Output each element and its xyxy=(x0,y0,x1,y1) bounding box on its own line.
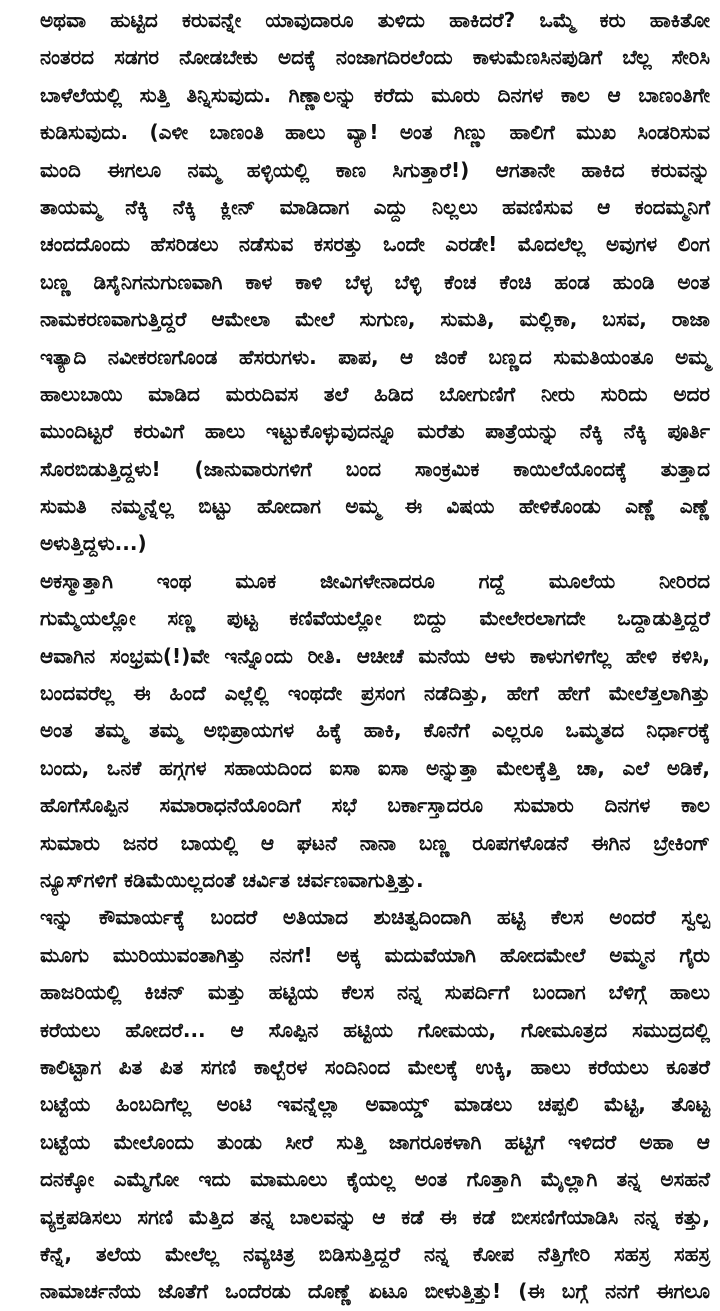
text-line: ಇತ್ಯಾದಿ ನವೀಕರಣಗೊಂಡ ಹೆಸರುಗಳು. ಪಾಪ, ಆ ಜಿಂಕೆ ಬಣ್ಣದ ಸುಮತಿಯಂತೂ ಅಮ್ಮ xyxy=(40,344,710,369)
text-line: ಬಂದು, ಒನಕೆ ಹಗ್ಗಗಳ ಸಹಾಯದಿಂದ ಐಸಾ ಐಸಾ ಅನ್ನುತ್ತಾ ಮೇಲಕ್ಕೆತ್ತಿ ಚಾ, ಎಲೆ ಅಡಿಕೆ, xyxy=(40,755,710,780)
text-line: ನಾಮಕರಣವಾಗುತ್ತಿದ್ದರೆ ಆಮೇಲಾ ಮೇಲೆ ಸುಗುಣ, ಸುಮತಿ, ಮಲ್ಲಿಕಾ, ಬಸವ, ರಾಜಾ xyxy=(40,307,710,332)
text-line: ಇನ್ನು ಕೌಮಾರ್ಯಕ್ಕೆ ಬಂದರೆ ಅತಿಯಾದ ಶುಚಿತ್ವದಿಂದಾಗಿ ಹಟ್ಟಿ ಕೆಲಸ ಅಂದರೆ ಸ್ವಲ್ಪ xyxy=(40,905,710,930)
text-line: ಸುಮತಿ ನಮ್ಮನ್ನೆಲ್ಲ ಬಿಟ್ಟು ಹೋದಾಗ ಅಮ್ಮ ಈ ವಿಷಯ ಹೇಳಿಕೊಂಡು ಎಣ್ಣೆ ಎಣ್ಣೆ xyxy=(40,494,710,519)
text-line: ಚಂದದೊಂದು ಹೆಸರಿಡಲು ನಡೆಸುವ ಕಸರತ್ತು ಒಂದೇ ಎರಡೇ! ಮೊದಲೆಲ್ಲ ಅವುಗಳ ಲಿಂಗ xyxy=(40,232,710,257)
text-line: ಸೊರಬಿಡುತ್ತಿದ್ದಳು! (ಜಾನುವಾರುಗಳಿಗೆ ಬಂದ ಸಾಂಕ್ರಮಿಕ ಕಾಯಿಲೆಯೊಂದಕ್ಕೆ ತುತ್ತಾದ xyxy=(40,456,710,481)
text-line: ಬಟ್ಟೆಯ ಹಿಂಬದಿಗೆಲ್ಲ ಅಂಟಿ ಇವನ್ನೆಲ್ಲಾ ಅವಾಯ್ಡ್ ಮಾಡಲು ಚಪ್ಪಲಿ ಮೆಟ್ಟಿ, ತೊಟ್ಟ xyxy=(40,1092,710,1117)
text-line: ಆವಾಗಿನ ಸಂಭ್ರಮ(!)ವೇ ಇನ್ನೊಂದು ರೀತಿ. ಆಚೀಚೆ ಮನೆಯ ಆಳು ಕಾಳುಗಳಿಗೆಲ್ಲ ಹೇಳಿ ಕಳಿಸಿ, xyxy=(40,643,710,668)
text-line: ಗುಮ್ಮೆಯಲ್ಲೋ ಸಣ್ಣ ಪುಟ್ಟ ಕಣಿವೆಯಲ್ಲೋ ಬಿದ್ದು ಮೇಲೇರಲಾಗದೇ ಒದ್ದಾಡುತ್ತಿದ್ದರೆ xyxy=(40,606,710,631)
text-line: ಹಾಲುಬಾಯಿ ಮಾಡಿದ ಮರುದಿವಸ ತಲೆ ಹಿಡಿದ ಬೋಗುಣಿಗೆ ನೀರು ಸುರಿದು ಅದರ xyxy=(40,381,710,406)
text-line: ಬಂದವರೆಲ್ಲ ಈ ಹಿಂದೆ ಎಲ್ಲೆಲ್ಲಿ ಇಂಥದೇ ಪ್ರಸಂಗ ನಡೆದಿತ್ತು, ಹೇಗೆ ಹೇಗೆ ಮೇಲೆತ್ತಲಾಗಿತ್ತು xyxy=(40,681,710,706)
text-line: ಮೂಗು ಮುರಿಯುವಂತಾಗಿತ್ತು ನನಗೆ! ಅಕ್ಕ ಮದುವೆಯಾಗಿ ಹೋದಮೇಲೆ ಅಮ್ಮನ ಗೈರು xyxy=(40,942,710,967)
paragraph xyxy=(0,899,720,1310)
text-line: ಹಾಜರಿಯಲ್ಲಿ ಕಿಚನ್ ಮತ್ತು ಹಟ್ಟಿಯ ಕೆಲಸ ನನ್ನ ಸುಪರ್ದಿಗೆ ಬಂದಾಗ ಬೆಳಿಗ್ಗೆ ಹಾಲು xyxy=(40,980,710,1005)
text-line: ಅಥವಾ ಹುಟ್ಟಿದ ಕರುವನ್ನೇ ಯಾವುದಾರೂ ತುಳಿದು ಹಾಕಿದರೆ? ಒಮ್ಮೆ ಕರು ಹಾಕಿತೋ xyxy=(40,8,710,32)
text-line: ಬಟ್ಟೆಯ ಮೇಲೊಂದು ತುಂಡು ಸೀರೆ ಸುತ್ತಿ ಜಾಗರೂಕಳಾಗಿ ಹಟ್ಟಿಗೆ ಇಳಿದರೆ ಅಹಾ ಆ xyxy=(40,1129,710,1154)
text-line: ಕುಡಿಸುವುದು. (ಎಳೀ ಬಾಣಂತಿ ಹಾಲು ವ್ಯಾ! ಅಂತ ಗಿಣ್ಣು ಹಾಲಿಗೆ ಮುಖ ಸಿಂಡರಿಸುವ xyxy=(40,120,710,145)
text-line: ಅಂತ ತಮ್ಮ ತಮ್ಮ ಅಭಿಪ್ರಾಯಗಳ ಹಿಕ್ಕೆ ಹಾಕಿ, ಕೊನೆಗೆ ಎಲ್ಲರೂ ಒಮ್ಮತದ ನಿರ್ಧಾರಕ್ಕೆ xyxy=(40,718,710,743)
text-line: ಕಾಲಿಟ್ಟಾಗ ಪಿತ ಪಿತ ಸಗಣಿ ಕಾಲ್ಬೆರಳ ಸಂದಿನಿಂದ ಮೇಲಕ್ಕೆ ಉಕ್ಕಿ, ಹಾಲು ಕರೆಯಲು ಕೂತರೆ xyxy=(40,1054,710,1079)
text-line: ದನಕ್ಕೋ ಎಮ್ಮೆಗೋ ಇದು ಮಾಮೂಲು ಕೈಯಲ್ಲ ಅಂತ ಗೊತ್ತಾಗಿ ಮೈಲ್ಲಾಗಿ ತನ್ನ ಅಸಹನೆ xyxy=(40,1167,710,1192)
text-line: ಅಕಸ್ಮಾತ್ತಾಗಿ ಇಂಥ ಮೂಕ ಜೀವಿಗಳೇನಾದರೂ ಗದ್ದೆ ಮೂಲೆಯ ನೀರಿರದ xyxy=(40,568,710,593)
paragraph xyxy=(0,563,720,900)
text-line: ಬಣ್ಣ ಡಿಸೈನಿಗನುಗುಣವಾಗಿ ಕಾಳ ಕಾಳಿ ಬೆಳ್ಳ ಬೆಳ್ಳಿ ಕೆಂಚ ಕೆಂಚಿ ಹಂಡ ಹುಂಡಿ ಅಂತ xyxy=(40,269,710,294)
paragraph xyxy=(0,2,720,563)
text-line: ಹೊಗೆಸೊಪ್ಪಿನ ಸಮಾರಾಧನೆಯೊಂದಿಗೆ ಸಭೆ ಬರ್ಕಾಸ್ತಾದರೂ ಸುಮಾರು ದಿನಗಳ ಕಾಲ xyxy=(40,793,710,818)
text-line: ಬಾಳೆಲೆಯಲ್ಲಿ ಸುತ್ತಿ ತಿನ್ನಿಸುವುದು. ಗಿಣ್ಣಾಲನ್ನು ಕರೆದು ಮೂರು ದಿನಗಳ ಕಾಲ ಆ ಬಾಣಂತಿಗೇ xyxy=(40,82,710,107)
text-line: ನ್ಯೂಸ್‌ಗಳಿಗೆ ಕಡಿಮೆಯಿಲ್ಲದಂತೆ ಚರ್ವಿತ ಚರ್ವಣವಾಗುತ್ತಿತ್ತು. xyxy=(40,867,424,892)
text-line: ನಾಮಾರ್ಚನೆಯ ಜೊತೆಗೆ ಒಂದೆರಡು ದೊಣ್ಣೆ ಏಟೂ ಬೀಳುತ್ತಿತ್ತು! (ಈ ಬಗ್ಗೆ ನನಗೆ ಈಗಲೂ xyxy=(40,1279,710,1304)
text-line: ಕರೆಯಲು ಹೋದರೆ... ಆ ಸೊಪ್ಪಿನ ಹಟ್ಟಿಯ ಗೋಮಯ, ಗೋಮೂತ್ರದ ಸಮುದ್ರದಲ್ಲಿ xyxy=(40,1017,710,1042)
text-line: ಮುಂದಿಟ್ಟರೆ ಕರುವಿಗೆ ಹಾಲು ಇಟ್ಟುಕೊಳ್ಳುವುದನ್ನೂ ಮರೆತು ಪಾತ್ರೆಯನ್ನು ನೆಕ್ಕಿ ನೆಕ್ಕಿ ಪೂರ್ತಿ xyxy=(40,419,710,444)
text-line: ಕೆನ್ನೆ, ತಲೆಯ ಮೇಲೆಲ್ಲ ನವ್ಯಚಿತ್ರ ಬಿಡಿಸುತ್ತಿದ್ದರೆ ನನ್ನ ಕೋಪ ನೆತ್ತಿಗೇರಿ ಸಹಸ್ರ ಸಹಸ್ರ xyxy=(40,1241,710,1266)
text-line: ಮಂದಿ ಈಗಲೂ ನಮ್ಮ ಹಳ್ಳಿಯಲ್ಲಿ ಕಾಣ ಸಿಗುತ್ತಾರೆ!) ಆಗತಾನೇ ಹಾಕಿದ ಕರುವನ್ನು xyxy=(40,157,710,182)
text-line: ಸುಮಾರು ಜನರ ಬಾಯಲ್ಲಿ ಆ ಘಟನೆ ನಾನಾ ಬಣ್ಣ ರೂಪಗಳೊಡನೆ ಈಗಿನ ಬ್ರೇಕಿಂಗ್ xyxy=(40,830,710,855)
text-line: ಅಳುತ್ತಿದ್ದಳು...) xyxy=(40,531,147,556)
text-line: ನಂತರದ ಸಡಗರ ನೋಡಬೇಕು ಅದಕ್ಕೆ ನಂಜಾಗದಿರಲೆಂದು ಕಾಳುಮೆಣಸಿನಪುಡಿಗೆ ಬೆಲ್ಲ ಸೇರಿಸಿ xyxy=(40,45,710,70)
text-line: ತಾಯಮ್ಮ ನೆಕ್ಕಿ ನೆಕ್ಕಿ ಕ್ಲೀನ್ ಮಾಡಿದಾಗ ಎದ್ದು ನಿಲ್ಲಲು ಹವಣಿಸುವ ಆ ಕಂದಮ್ಮನಿಗೆ xyxy=(40,194,710,219)
text-line: ವ್ಯಕ್ತಪಡಿಸಲು ಸಗಣಿ ಮೆತ್ತಿದ ತನ್ನ ಬಾಲವನ್ನು ಆ ಕಡೆ ಈ ಕಡೆ ಬೀಸಣಿಗೆಯಾಡಿಸಿ ನನ್ನ ಕತ್ತು, xyxy=(40,1204,710,1229)
